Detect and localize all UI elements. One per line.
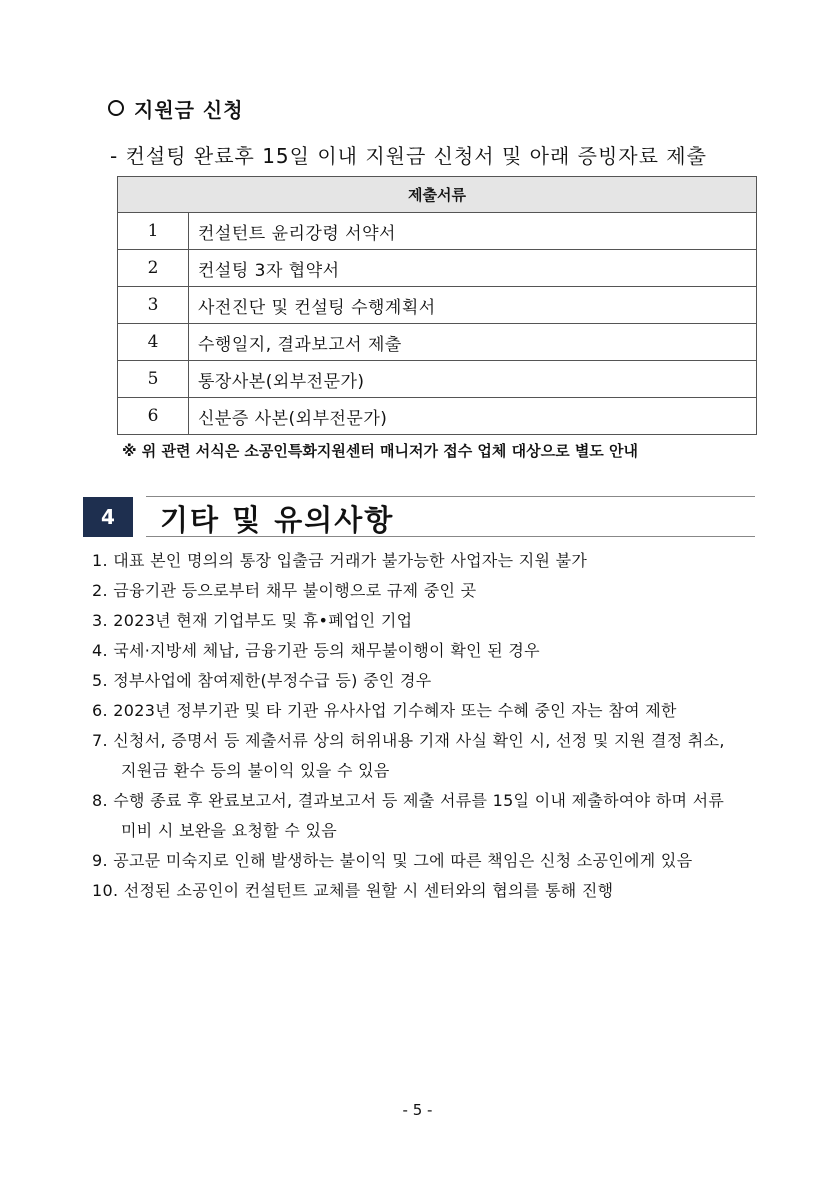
list-item-text: 6. 2023년 정부기관 및 타 기관 유사사업 기수혜자 또는 수혜 중인 자는 참여 제한 [92,701,677,720]
list-item-text: 2. 금융기관 등으로부터 채무 불이행으로 규제 중인 곳 [92,581,477,600]
heading-title: 기타 및 유의사항 [160,503,395,537]
list-item [92,876,760,906]
list-item-text: 4. 국세·지방세 체납, 금융기관 등의 채무불이행이 확인 된 경우 [92,641,540,660]
list-item [92,696,760,726]
list-item [92,726,760,786]
list-item [92,636,760,666]
table-row [118,250,757,287]
list-item-continuation: 지원금 환수 등의 불이익 있을 수 있음 [121,761,390,780]
row-document-name: 컨설팅 3자 협약서 [189,250,757,287]
table-row [118,324,757,361]
list-item [92,546,760,576]
list-item-continuation: 미비 시 보완을 요청할 수 있음 [121,821,338,840]
list-item-text: 5. 정부사업에 참여제한(부정수급 등) 중인 경우 [92,671,432,690]
list-item-text: 8. 수행 종료 후 완료보고서, 결과보고서 등 제출 서류를 15일 이내 제출하여야 하며 서류 [92,791,725,810]
row-document-name: 컨설턴트 윤리강령 서약서 [189,213,757,250]
list-item [92,576,760,606]
circle-bullet-icon [108,100,124,116]
list-item [92,666,760,696]
table-row [118,287,757,324]
list-item [92,786,760,846]
row-number: 1 [118,213,189,250]
section-title [108,94,244,123]
list-item-text: 7. 신청서, 증명서 등 제출서류 상의 허위내용 기재 사실 확인 시, 선정 및 지원 결정 취소, [92,731,725,750]
list-item-text: 3. 2023년 현재 기업부도 및 휴•폐업인 기업 [92,611,413,630]
list-item-text: 1. 대표 본인 명의의 통장 입출금 거래가 불가능한 사업자는 지원 불가 [92,551,588,570]
notice-list [92,546,760,906]
heading-number-badge: 4 [83,497,133,537]
list-item-text: 10. 선정된 소공인이 컨설턴트 교체를 원할 시 센터와의 협의를 통해 진행 [92,881,614,900]
page-number: - 5 - [402,1101,433,1119]
table-row [118,398,757,435]
row-number: 6 [118,398,189,435]
row-number: 5 [118,361,189,398]
row-document-name: 수행일지, 결과보고서 제출 [189,324,757,361]
table-note: ※ 위 관련 서식은 소공인특화지원센터 매니저가 접수 업체 대상으로 별도 안내 [122,442,638,460]
list-item [92,606,760,636]
documents-table [117,176,757,435]
row-number: 2 [118,250,189,287]
row-number: 3 [118,287,189,324]
table-row [118,213,757,250]
section-subtitle: - 컨설팅 완료후 15일 이내 지원금 신청서 및 아래 증빙자료 제출 [110,144,707,168]
section-title-text: 지원금 신청 [134,98,244,122]
table-row [118,361,757,398]
heading-divider-top [146,496,755,497]
list-item [92,846,760,876]
table-header: 제출서류 [118,177,757,213]
row-document-name: 사전진단 및 컨설팅 수행계획서 [189,287,757,324]
row-number: 4 [118,324,189,361]
row-document-name: 신분증 사본(외부전문가) [189,398,757,435]
list-item-text: 9. 공고문 미숙지로 인해 발생하는 불이익 및 그에 따른 책임은 신청 소공인에게 있음 [92,851,693,870]
row-document-name: 통장사본(외부전문가) [189,361,757,398]
